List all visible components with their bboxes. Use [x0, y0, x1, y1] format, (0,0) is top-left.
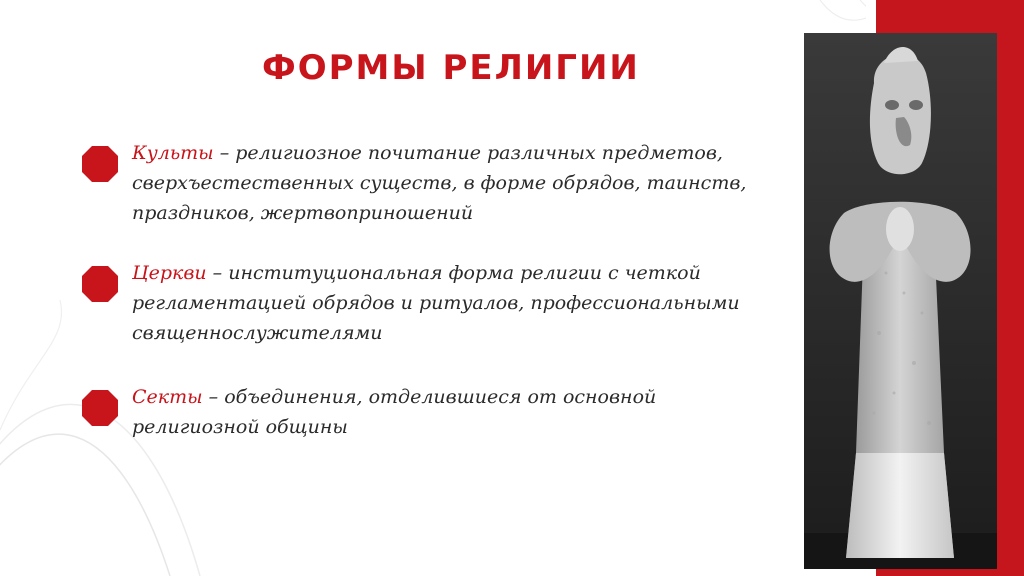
item-term: Секты	[132, 386, 203, 408]
octagon-bullet-icon	[80, 388, 120, 428]
item-term: Культы	[132, 142, 214, 164]
slide-title: ФОРМЫ РЕЛИГИИ	[262, 48, 640, 88]
figurine-photo	[804, 33, 997, 569]
item-text	[132, 138, 782, 228]
octagon-bullet-icon	[80, 144, 120, 184]
item-description: – институциональная форма религии с четкой регламентацией обрядов и ритуалов, профессиональными священнослужителями	[132, 262, 740, 344]
item-term: Церкви	[132, 262, 207, 284]
item-text	[132, 382, 782, 442]
item-description: – религиозное почитание различных предметов, сверхъестественных существ, в форме обрядов, таинств, праздников, жертвоприношений	[132, 142, 747, 224]
octagon-bullet-icon	[80, 264, 120, 304]
item-description: – объединения, отделившиеся от основной религиозной общины	[132, 386, 657, 438]
item-text	[132, 258, 782, 348]
figurine-image	[804, 33, 997, 569]
